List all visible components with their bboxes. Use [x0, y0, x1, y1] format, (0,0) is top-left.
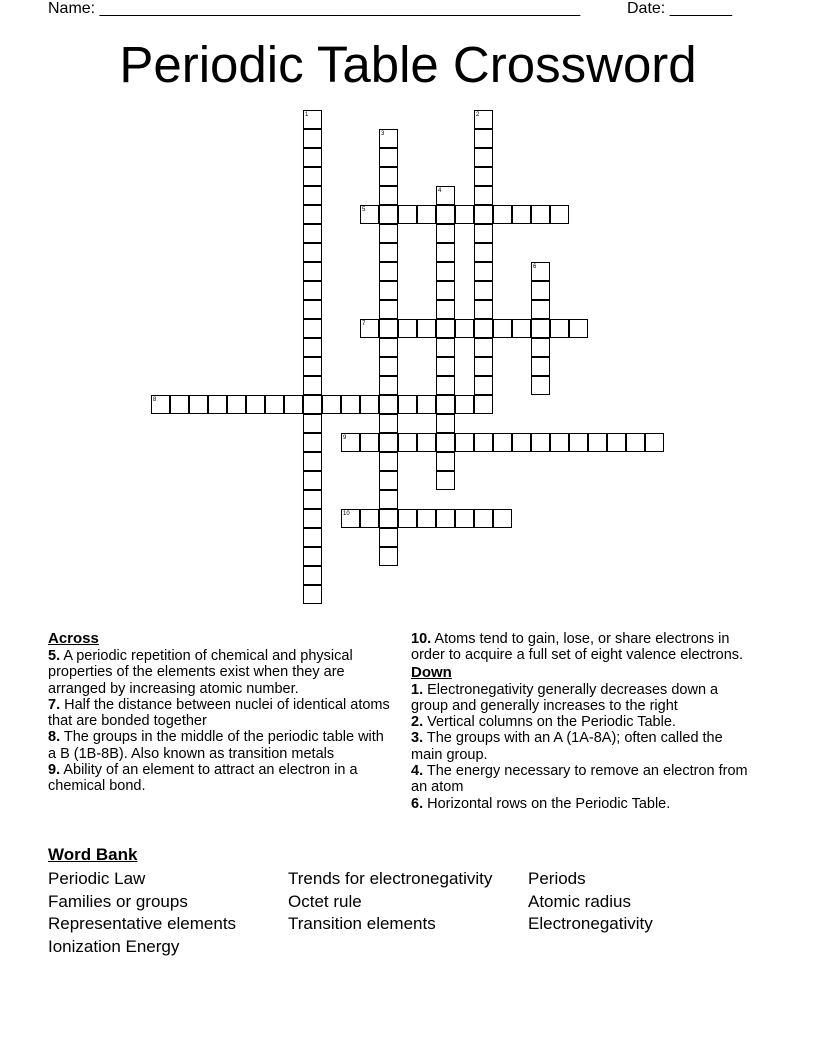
- crossword-cell[interactable]: [474, 110, 493, 129]
- clue-across-9: 9. Ability of an element to attract an electron in a chemical bond.: [48, 762, 358, 795]
- word-bank-item: Periods: [528, 869, 586, 888]
- crossword-cell[interactable]: [303, 452, 322, 471]
- crossword-cell[interactable]: [493, 205, 512, 224]
- crossword-cell[interactable]: [550, 205, 569, 224]
- crossword-cell[interactable]: [379, 528, 398, 547]
- word-bank-item: Representative elements: [48, 914, 237, 933]
- crossword-cell[interactable]: [512, 205, 531, 224]
- crossword-cell[interactable]: [417, 319, 436, 338]
- crossword-cell[interactable]: [455, 319, 474, 338]
- crossword-cell[interactable]: [303, 376, 322, 395]
- clue-number-label: 10: [343, 511, 350, 517]
- crossword-cell[interactable]: [550, 433, 569, 452]
- crossword-cell[interactable]: [493, 319, 512, 338]
- clue-number-label: 5: [362, 207, 366, 213]
- crossword-cell[interactable]: [303, 148, 322, 167]
- clue-across-8: 8. The groups in the middle of the periodic table with a B (1B-8B). Also known as transition metals: [48, 729, 384, 762]
- crossword-cell[interactable]: [303, 547, 322, 566]
- crossword-cell[interactable]: [569, 319, 588, 338]
- crossword-cell[interactable]: [379, 148, 398, 167]
- crossword-cell[interactable]: [474, 167, 493, 186]
- page-title: Periodic Table Crossword: [119, 36, 697, 93]
- crossword-cell[interactable]: [341, 433, 360, 452]
- crossword-cell[interactable]: [531, 205, 550, 224]
- crossword-cell[interactable]: [360, 433, 379, 452]
- crossword-cell[interactable]: [455, 433, 474, 452]
- crossword-cell[interactable]: [303, 129, 322, 148]
- crossword-cell[interactable]: [626, 433, 645, 452]
- crossword-cell[interactable]: [645, 433, 664, 452]
- clue-across-5: 5. A periodic repetition of chemical and physical properties of the elements exist when they are arranged by increasing atomic number.: [48, 648, 353, 697]
- crossword-cell[interactable]: [303, 509, 322, 528]
- crossword-cell[interactable]: [265, 395, 284, 414]
- crossword-cell[interactable]: [303, 281, 322, 300]
- crossword-cell[interactable]: [493, 433, 512, 452]
- across-heading: Across: [48, 630, 99, 647]
- crossword-cell[interactable]: [436, 433, 455, 452]
- word-bank-item: Transition elements: [288, 914, 436, 933]
- crossword-cell[interactable]: [474, 376, 493, 395]
- crossword-cell[interactable]: [379, 433, 398, 452]
- crossword-cell[interactable]: [436, 357, 455, 376]
- crossword-cell[interactable]: [303, 110, 322, 129]
- crossword-cell[interactable]: [531, 300, 550, 319]
- crossword-cell[interactable]: [436, 414, 455, 433]
- crossword-cell[interactable]: [379, 224, 398, 243]
- crossword-cell[interactable]: [379, 186, 398, 205]
- crossword-cell[interactable]: [398, 509, 417, 528]
- crossword-cell[interactable]: [417, 205, 436, 224]
- crossword-cell[interactable]: [208, 395, 227, 414]
- clue-number-label: 7: [362, 321, 366, 327]
- crossword-cell[interactable]: [303, 585, 322, 604]
- crossword-cell[interactable]: [303, 357, 322, 376]
- crossword-cell[interactable]: [436, 376, 455, 395]
- crossword-cell[interactable]: [303, 243, 322, 262]
- crossword-cell[interactable]: [379, 395, 398, 414]
- crossword-cell[interactable]: [303, 186, 322, 205]
- clue-number-label: 8: [153, 397, 157, 403]
- crossword-cell[interactable]: [303, 224, 322, 243]
- crossword-cell[interactable]: [379, 338, 398, 357]
- crossword-cell[interactable]: [474, 148, 493, 167]
- clue-down-1: 1. Electronegativity generally decreases down a group and generally increases to the right: [411, 681, 719, 714]
- crossword-cell[interactable]: [303, 528, 322, 547]
- crossword-cell[interactable]: [436, 281, 455, 300]
- crossword-cell[interactable]: [531, 281, 550, 300]
- clue-down-4: 4. The energy necessary to remove an electron from an atom: [411, 763, 748, 796]
- crossword-cell[interactable]: [379, 167, 398, 186]
- crossword-cell[interactable]: [227, 395, 246, 414]
- crossword-cell[interactable]: [379, 243, 398, 262]
- crossword-cell[interactable]: [436, 338, 455, 357]
- crossword-cell[interactable]: [360, 509, 379, 528]
- crossword-cell[interactable]: [436, 205, 455, 224]
- crossword-cell[interactable]: [436, 262, 455, 281]
- crossword-cell[interactable]: [455, 395, 474, 414]
- crossword-cell[interactable]: [303, 490, 322, 509]
- word-bank-item: Electronegativity: [528, 914, 653, 933]
- crossword-cell[interactable]: [379, 357, 398, 376]
- crossword-cell[interactable]: [303, 414, 322, 433]
- crossword-cell[interactable]: [436, 319, 455, 338]
- crossword-cell[interactable]: [550, 319, 569, 338]
- crossword-cell[interactable]: [531, 357, 550, 376]
- crossword-cell[interactable]: [360, 319, 379, 338]
- crossword-cell[interactable]: [303, 338, 322, 357]
- crossword-cell[interactable]: [436, 186, 455, 205]
- crossword-cell[interactable]: [531, 319, 550, 338]
- crossword-cell[interactable]: [379, 300, 398, 319]
- crossword-cell[interactable]: [607, 433, 626, 452]
- crossword-cell[interactable]: [303, 471, 322, 490]
- crossword-cell[interactable]: [379, 414, 398, 433]
- crossword-cell[interactable]: [474, 300, 493, 319]
- crossword-cell[interactable]: [151, 395, 170, 414]
- crossword-cell[interactable]: [531, 338, 550, 357]
- crossword-cell[interactable]: [474, 281, 493, 300]
- crossword-cell[interactable]: [474, 433, 493, 452]
- crossword-cell[interactable]: [398, 395, 417, 414]
- crossword-cell[interactable]: [170, 395, 189, 414]
- down-heading: Down: [411, 663, 452, 681]
- crossword-cell[interactable]: [379, 281, 398, 300]
- crossword-cell[interactable]: [588, 433, 607, 452]
- crossword-cell[interactable]: [379, 471, 398, 490]
- clue-number-label: 9: [343, 435, 347, 441]
- crossword-cell[interactable]: [531, 376, 550, 395]
- crossword-cell[interactable]: [379, 452, 398, 471]
- clue-across-10: 10. Atoms tend to gain, lose, or share electrons in order to acquire a full set of eight valence electrons.: [411, 631, 744, 664]
- crossword-cell[interactable]: [398, 205, 417, 224]
- crossword-cell[interactable]: [512, 433, 531, 452]
- crossword-cell[interactable]: [493, 509, 512, 528]
- crossword-cell[interactable]: [303, 566, 322, 585]
- word-bank-item: Periodic Law: [48, 869, 146, 888]
- crossword-cell[interactable]: [341, 395, 360, 414]
- clues-left-column: [48, 630, 393, 795]
- crossword-cell[interactable]: [436, 224, 455, 243]
- crossword-cell[interactable]: [474, 262, 493, 281]
- crossword-cell[interactable]: [436, 509, 455, 528]
- crossword-cell[interactable]: [531, 262, 550, 281]
- crossword-cell[interactable]: [455, 509, 474, 528]
- clue-down-6: 6. Horizontal rows on the Periodic Table.: [411, 795, 671, 812]
- crossword-cell[interactable]: [455, 205, 474, 224]
- clue-number-label: 4: [438, 188, 442, 194]
- crossword-cell[interactable]: [474, 224, 493, 243]
- word-bank-item: Families or groups: [48, 892, 188, 911]
- crossword-cell[interactable]: [303, 262, 322, 281]
- word-bank-heading: Word Bank: [48, 845, 138, 864]
- crossword-cell[interactable]: [474, 395, 493, 414]
- crossword-cell[interactable]: [417, 395, 436, 414]
- crossword-cell[interactable]: [398, 433, 417, 452]
- crossword-cell[interactable]: [398, 319, 417, 338]
- word-bank-item: Octet rule: [288, 892, 362, 911]
- crossword-cell[interactable]: [303, 433, 322, 452]
- crossword-cell[interactable]: [512, 319, 531, 338]
- clue-down-2: 2. Vertical columns on the Periodic Table.: [411, 714, 676, 731]
- crossword-cell[interactable]: [303, 300, 322, 319]
- crossword-cell[interactable]: [246, 395, 265, 414]
- word-bank-item: Atomic radius: [528, 892, 631, 911]
- crossword-cell[interactable]: [379, 129, 398, 148]
- crossword-cell[interactable]: [379, 547, 398, 566]
- crossword-cell[interactable]: [379, 319, 398, 338]
- name-field-line: Name: ______________________________________________________: [48, 0, 581, 17]
- crossword-cell[interactable]: [531, 433, 550, 452]
- clue-down-3: 3. The groups with an A (1A-8A); often called the main group.: [411, 730, 723, 763]
- clue-number-label: 6: [533, 264, 537, 270]
- crossword-cell[interactable]: [474, 186, 493, 205]
- crossword-cell[interactable]: [303, 319, 322, 338]
- clue-number-label: 2: [476, 112, 480, 118]
- crossword-cell[interactable]: [284, 395, 303, 414]
- crossword-cell[interactable]: [436, 395, 455, 414]
- crossword-cell[interactable]: [474, 338, 493, 357]
- clue-number-label: 3: [381, 131, 385, 137]
- crossword-cell[interactable]: [474, 129, 493, 148]
- crossword-cell[interactable]: [322, 395, 341, 414]
- crossword-cell[interactable]: [417, 433, 436, 452]
- crossword-cell[interactable]: [436, 471, 455, 490]
- crossword-cell[interactable]: [360, 205, 379, 224]
- crossword-cell[interactable]: [474, 243, 493, 262]
- word-bank-item: Trends for electronegativity: [288, 869, 493, 888]
- crossword-cell[interactable]: [379, 205, 398, 224]
- crossword-cell[interactable]: [436, 452, 455, 471]
- clue-number-label: 1: [305, 112, 309, 118]
- crossword-cell[interactable]: [303, 167, 322, 186]
- crossword-cell[interactable]: [360, 395, 379, 414]
- crossword-cell[interactable]: [379, 509, 398, 528]
- crossword-cell[interactable]: [474, 205, 493, 224]
- crossword-cell[interactable]: [436, 243, 455, 262]
- crossword-cell[interactable]: [303, 395, 322, 414]
- crossword-cell[interactable]: [341, 509, 360, 528]
- crossword-cell[interactable]: [379, 490, 398, 509]
- word-bank-item: Ionization Energy: [48, 937, 180, 956]
- crossword-cell[interactable]: [569, 433, 588, 452]
- crossword-cell[interactable]: [474, 319, 493, 338]
- clues-right-column: [411, 631, 756, 812]
- date-field-line: Date: _______: [627, 0, 732, 17]
- crossword-cell[interactable]: [436, 300, 455, 319]
- crossword-cell[interactable]: [189, 395, 208, 414]
- crossword-cell[interactable]: [474, 509, 493, 528]
- crossword-cell[interactable]: [417, 509, 436, 528]
- crossword-cell[interactable]: [379, 262, 398, 281]
- clue-across-7: 7. Half the distance between nuclei of identical atoms that are bonded together: [48, 696, 390, 730]
- crossword-cell[interactable]: [379, 376, 398, 395]
- crossword-cell[interactable]: [303, 205, 322, 224]
- crossword-cell[interactable]: [474, 357, 493, 376]
